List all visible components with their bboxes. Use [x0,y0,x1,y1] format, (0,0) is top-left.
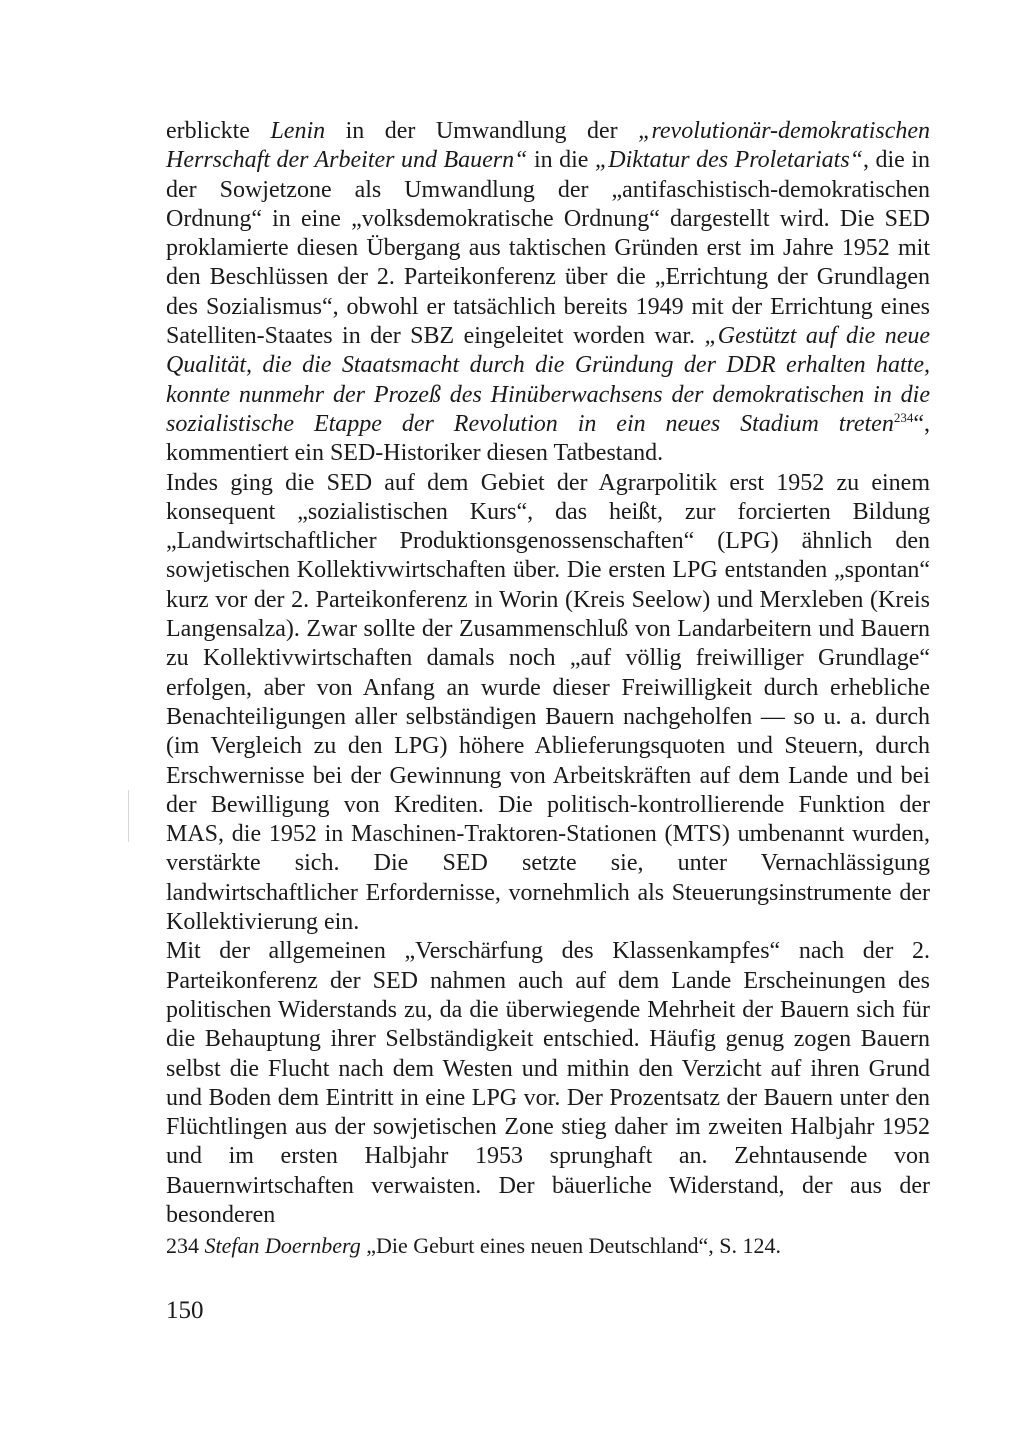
paragraph-1-text-4: , die in der Sowjetzone als Umwandlung der „antifaschistisch-demokratischen Ordnung“ in eine „volksdemokratische Ordnung“ dargestellt wird. Die SED proklamierte diesen Übergang aus taktischen Gründen erst im Jahre 1952 mit den Beschlüssen der 2. Parteikonferenz über die „Errichtung der Grundlagen des Sozialismus“, obwohl er tatsächlich bereits 1949 mit der Errichtung eines Satelliten-Staates in der SBZ eingeleitet worden war. [166,147,930,350]
paragraph-1 [166,117,930,469]
paragraph-1-text-2: in der Umwandlung der [325,118,639,144]
quote-historian: „Gestützt auf die neue Qualität, die die Staatsmacht durch die Gründung der DDR erhalten hatte, konnte nunmehr der Prozeß des Hinüberwachsens der demokratischen in die sozialistische Etappe der Revolution in ein neues Stadium treten [166,323,930,437]
paragraph-1-text-1: erblickte [166,118,271,144]
paragraph-1-text-3: in die [527,147,595,174]
quote-dictatorship-proletariat: „Diktatur des Proletariats“ [594,147,864,174]
author-name-lenin: Lenin [270,118,326,144]
footnote-text: „Die Geburt eines neuen Deutschland“, S. 124. [366,1233,782,1258]
footnote-author: Stefan Doernberg [204,1233,361,1258]
footnote-number: 234 [166,1233,199,1258]
page-number: 150 [166,1297,204,1324]
footnote-reference: 234 [893,409,914,425]
paragraph-1-text-5: “, kommentiert ein SED-Historiker diesen Tatbestand. [166,410,930,467]
footnote [166,1232,930,1260]
quote-revolutionary-democratic: „revolutionär-demokratischen Herrschaft der Arbeiter und Bauern“ [166,118,931,174]
margin-pencil-mark [128,790,129,842]
body-text [166,117,930,1230]
paragraph-3: Mit der allgemeinen „Verschärfung des Klassenkampfes“ nach der 2. Parteikonferenz der SED nahmen auch auf dem Lande Erscheinungen des politischen Widerstands zu, da die überwiegende Mehrheit der Bauern sich für die Behauptung ihrer Selbständigkeit entschied. Häufig genug zogen Bauern selbst die Flucht nach dem Westen und mithin den Verzicht auf ihren Grund und Boden dem Eintritt in eine LPG vor. Der Prozentsatz der Bauern unter den Flüchtlingen aus der sowjetischen Zone stieg daher im zweiten Halbjahr 1952 und im ersten Halbjahr 1953 sprunghaft an. Zehntausende von Bauernwirtschaften verwaisten. Der bäuerliche Widerstand, der aus der besonderen [166,938,930,1228]
paragraph-2: Indes ging die SED auf dem Gebiet der Agrarpolitik erst 1952 zu einem konsequent „sozialistischen Kurs“, das heißt, zur forcierten Bildung „Landwirtschaftlicher Produktionsgenossenschaften“ (LPG) ähnlich den sowjetischen Kollektivwirtschaften über. Die ersten LPG entstanden „spontan“ kurz vor der 2. Parteikonferenz in Worin (Kreis Seelow) und Merxleben (Kreis Langensalza). Zwar sollte der Zusammenschluß von Landarbeitern und Bauern zu Kollektivwirtschaften damals noch „auf völlig freiwilliger Grundlage“ erfolgen, aber von Anfang an wurde dieser Freiwilligkeit durch erhebliche Benachteiligungen aller selbständigen Bauern nachgeholfen — so u. a. durch (im Vergleich zu den LPG) höhere Ablieferungsquoten und Steuern, durch Erschwernisse bei der Gewinnung von Arbeitskräften auf dem Lande und bei der Bewilligung von Krediten. Die politisch-kontrollierende Funktion der MAS, die 1952 in Maschinen-Traktoren-Stationen (MTS) umbenannt wurden, verstärkte sich. Die SED setzte sie, unter Vernachlässigung landwirtschaftlicher Erfordernisse, vornehmlich als Steuerungsinstrumente der Kollektivierung ein. [166,469,930,936]
